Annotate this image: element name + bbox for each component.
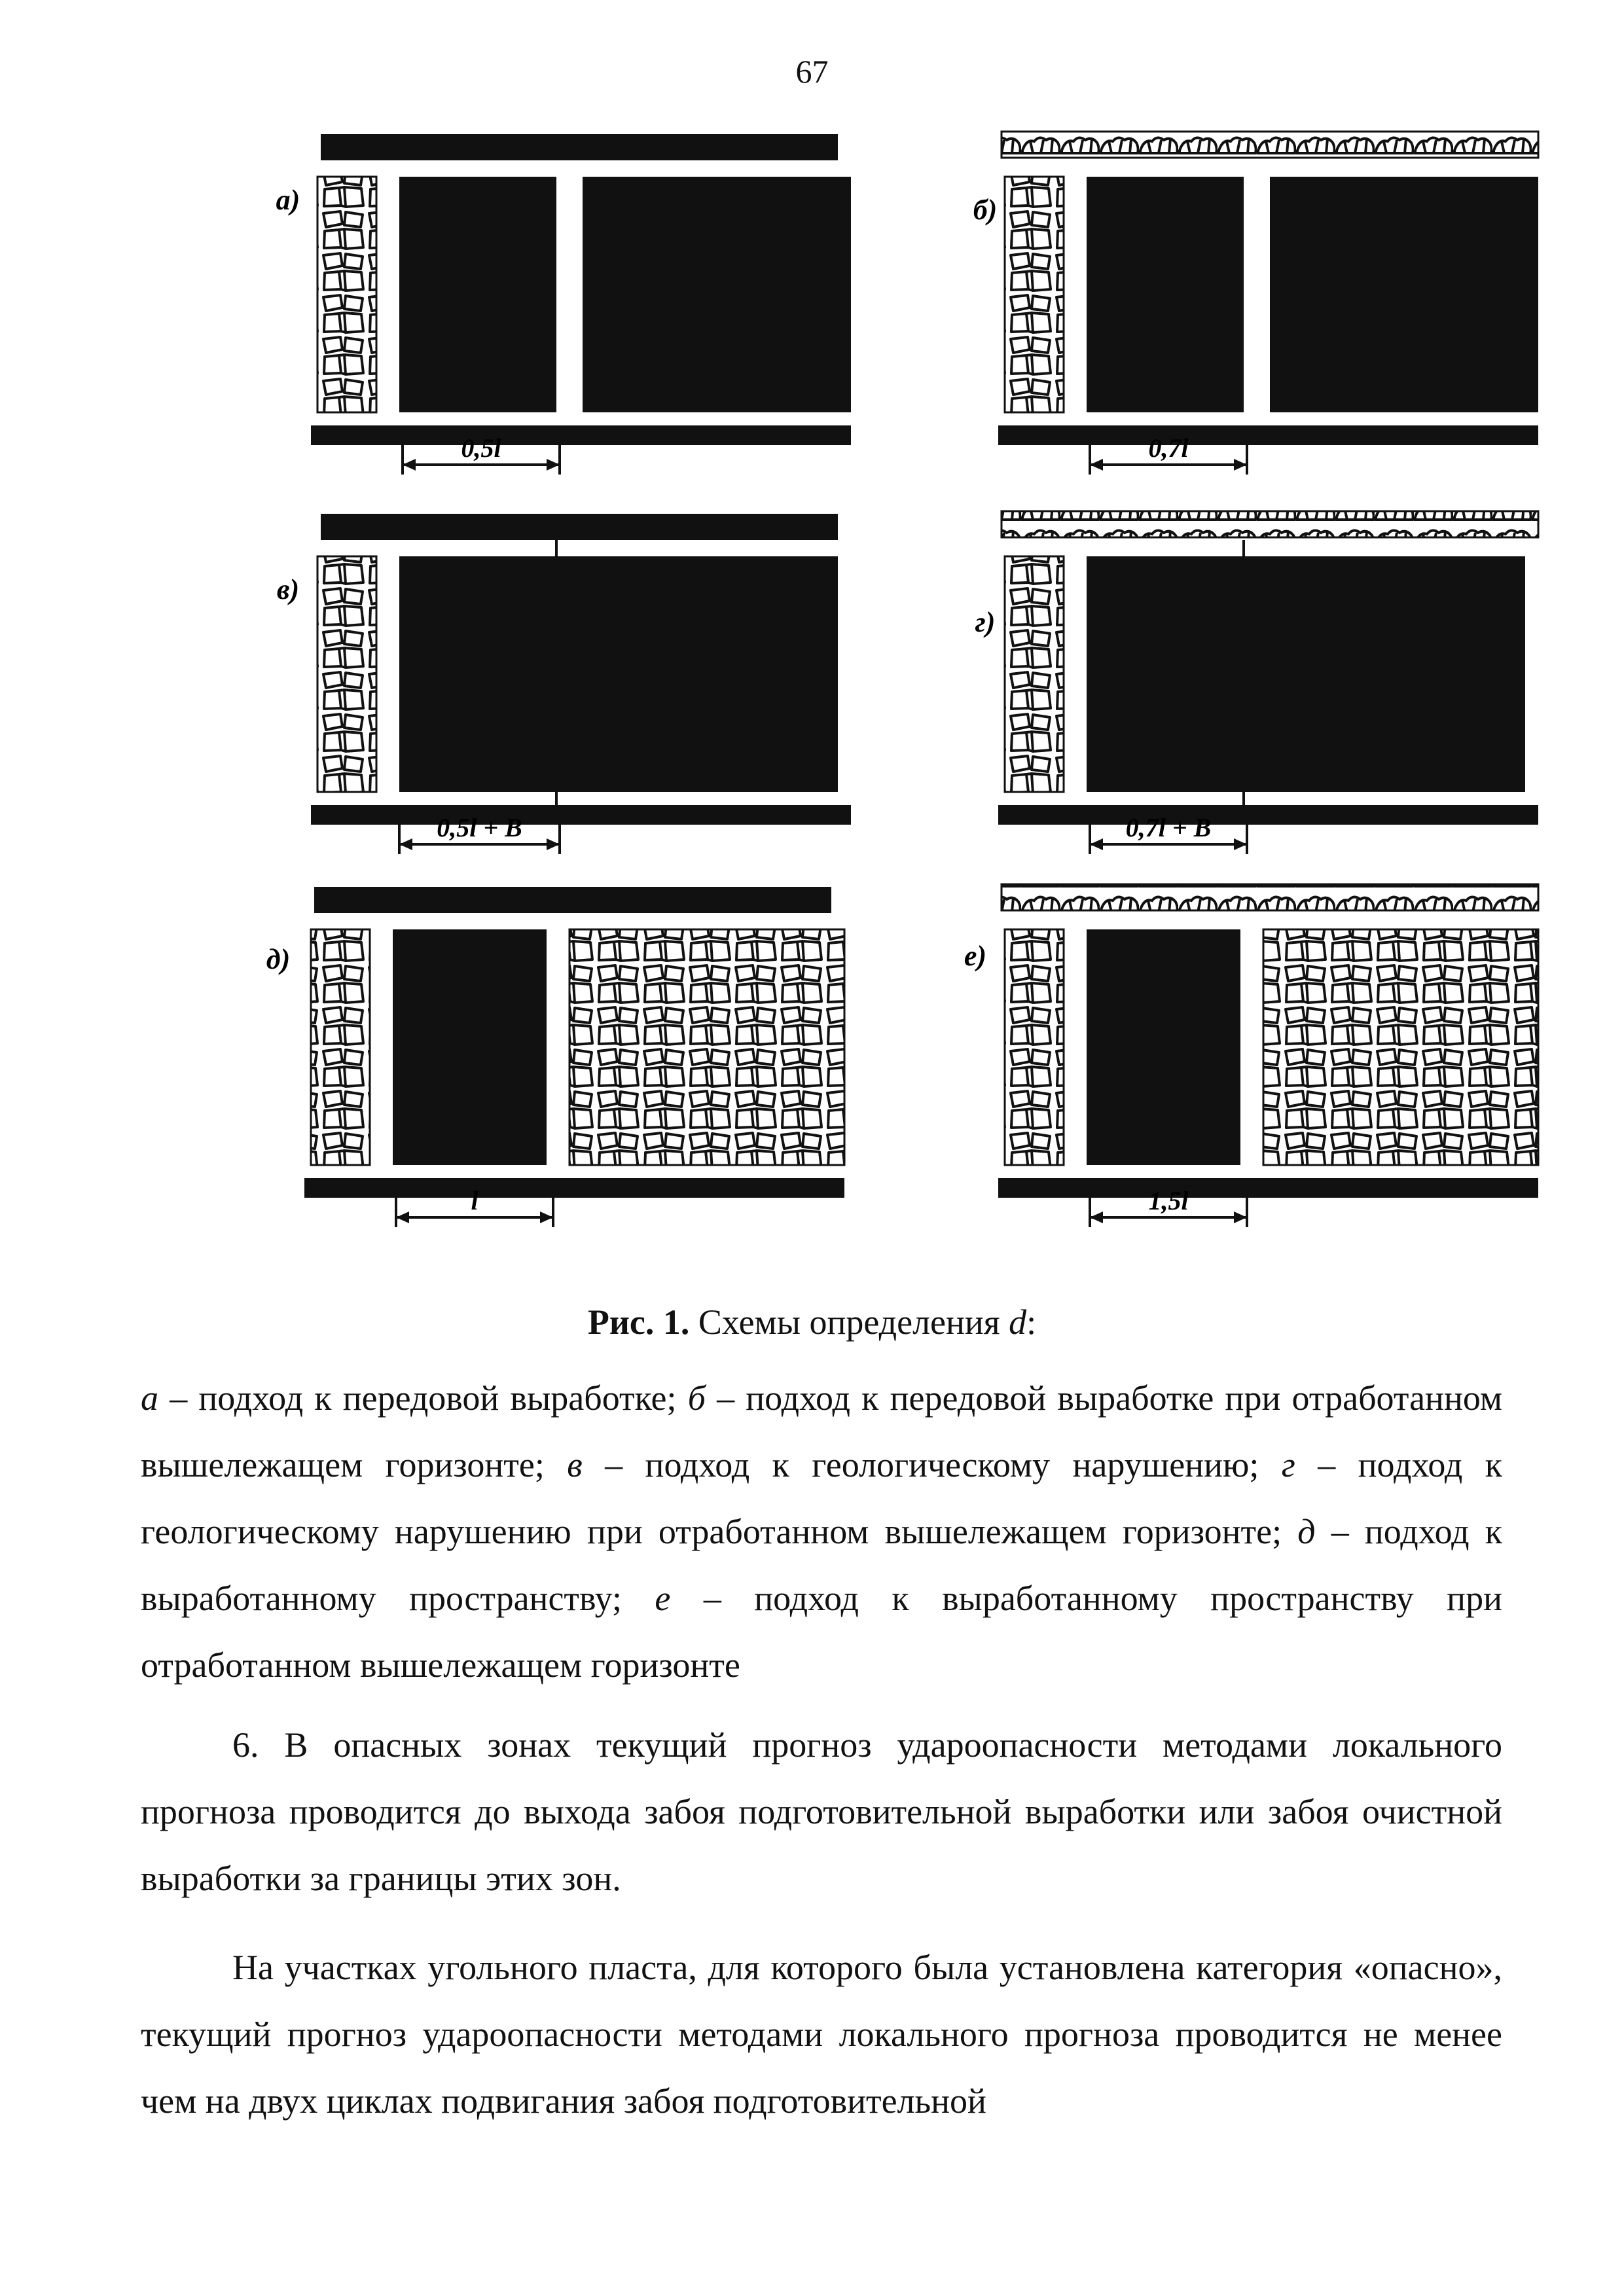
rubble-column: [317, 177, 376, 412]
dimension-label: 0,7l + B: [1125, 813, 1212, 842]
coal-block: [583, 177, 851, 412]
scheme-panel-g: [975, 511, 1538, 854]
legend-letter-g: г: [1281, 1445, 1295, 1484]
panel-label: б): [973, 194, 998, 226]
caption-variable: d: [1009, 1302, 1027, 1342]
floor-bar: [304, 1178, 844, 1198]
coal-pillar: [399, 177, 556, 412]
upper-horizon-rubble: [1001, 884, 1538, 910]
panel-label: а): [276, 184, 300, 216]
panel-label: е): [964, 940, 987, 972]
upper-horizon-rubble: [1001, 511, 1538, 537]
coal-pillar: [1087, 929, 1240, 1165]
caption-colon: :: [1026, 1302, 1037, 1342]
legend-text-g: – подход к геологическому нарушению при отработанном вышележащем горизонте;: [141, 1445, 1502, 1551]
floor-bar: [998, 805, 1538, 825]
figure-caption: [0, 1296, 1624, 1348]
rubble-column: [1005, 556, 1064, 792]
floor-bar: [998, 1178, 1538, 1198]
dimension-label: 0,7l: [1148, 433, 1189, 463]
scheme-panel-a: [276, 134, 851, 475]
roof-bar: [321, 134, 838, 160]
panel-label: д): [266, 943, 291, 975]
paragraph-6: 6. В опасных зонах текущий прогноз удароопасности методами локального прогноза проводится до выхода забоя подготовительной выработки или забоя очистной выработки за границы этих зон.: [141, 1725, 1502, 1898]
legend-text-b: – подход к передовой выработке при отработанном вышележащем горизонте;: [141, 1378, 1502, 1484]
scheme-panel-v: [277, 514, 851, 854]
coal-block: [1087, 556, 1525, 792]
scheme-panel-b: [973, 132, 1538, 475]
coal-pillar: [393, 929, 547, 1165]
legend-letter-a: а: [141, 1378, 158, 1418]
goaf-rubble: [1263, 929, 1538, 1165]
roof-bar: [314, 887, 831, 913]
legend-text-e: – подход к выработанному пространству при отработанном вышележащем горизонте: [141, 1579, 1502, 1685]
floor-bar: [998, 425, 1538, 445]
coal-block: [399, 556, 838, 792]
dimension-label: l: [471, 1186, 478, 1215]
panel-label: г): [975, 606, 996, 638]
panel-label: в): [276, 573, 300, 605]
dimension-label: 0,5l: [461, 433, 501, 463]
legend-letter-b: б: [687, 1378, 706, 1418]
dimension-label: 0,5l + B: [437, 813, 522, 842]
rubble-column: [317, 556, 376, 792]
legend-letter-v: в: [567, 1445, 583, 1484]
rubble-column: [311, 929, 370, 1165]
coal-pillar: [1087, 177, 1244, 412]
dimension-label: 1,5l: [1148, 1186, 1189, 1215]
paragraph-dangerous-zones: На участках угольного пласта, для которого была установлена категория «опасно», текущий прогноз удароопасности методами локального прогноза проводится не менее чем на двух циклах подвигания забоя подготовительной: [141, 1948, 1502, 2121]
legend-letter-e: е: [655, 1579, 671, 1618]
page-number: 67: [795, 53, 829, 90]
upper-horizon-rubble: [1001, 132, 1538, 158]
roof-bar: [321, 514, 838, 540]
floor-bar: [311, 805, 851, 825]
legend-text-v: – подход к геологическому нарушению;: [582, 1445, 1282, 1484]
scheme-panel-e: [964, 884, 1538, 1227]
caption-text: Схемы определения: [689, 1302, 1009, 1342]
rubble-column: [1005, 929, 1064, 1165]
legend-text-d: – подход к выработанному пространству;: [141, 1512, 1502, 1618]
scheme-panel-d: [266, 887, 844, 1227]
goaf-rubble: [569, 929, 844, 1165]
legend-letter-d: д: [1297, 1512, 1316, 1551]
coal-block: [1270, 177, 1538, 412]
caption-number: Рис. 1.: [587, 1302, 690, 1342]
legend-text-a: – подход к передовой выработке;: [158, 1378, 688, 1418]
rubble-column: [1005, 177, 1064, 412]
figure-legend: [141, 1365, 1502, 1698]
floor-bar: [311, 425, 851, 445]
